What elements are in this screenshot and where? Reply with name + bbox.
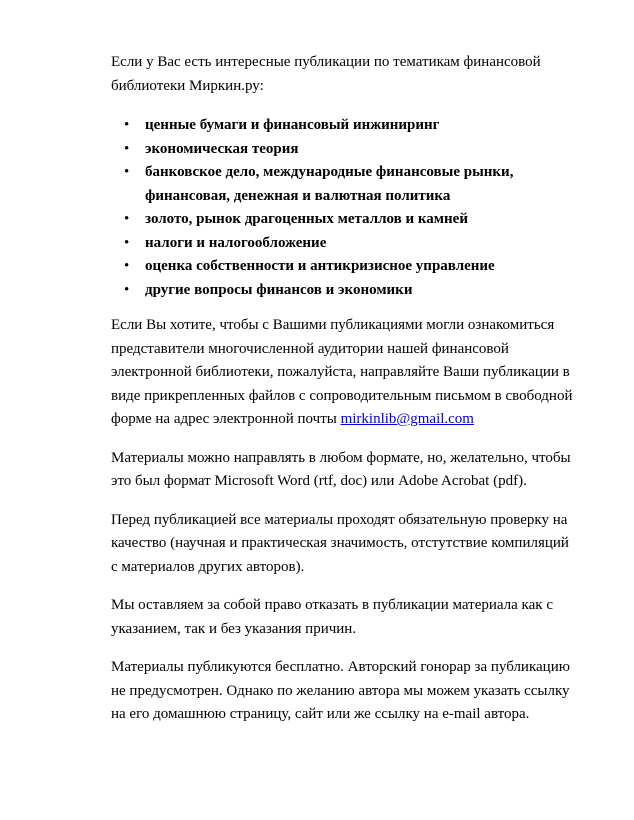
- list-item: [111, 255, 577, 279]
- email-link[interactable]: mirkinlib@gmail.com: [340, 411, 474, 427]
- bullet-icon: •: [124, 164, 130, 180]
- bullet-icon: •: [124, 234, 130, 251]
- fees-paragraph: Материалы публикуются бесплатно. Авторский гонорар за публикацию не предусмотрен. Однако по желанию автора мы можем указать ссылку на его домашнюю страницу, сайт или же ссылку на e-mail автора.: [111, 659, 570, 722]
- list-item: [111, 208, 577, 232]
- submission-paragraph: [111, 314, 577, 432]
- topic-label: налоги и налогообложение: [145, 234, 327, 251]
- formats-paragraph: Материалы можно направлять в любом формате, но, желательно, чтобы это был формат Microsoft Word (rtf, doc) или Adobe Acrobat (pdf).: [111, 449, 571, 489]
- topic-label: ценные бумаги и финансовый инжиниринг: [145, 117, 440, 133]
- list-item: [111, 279, 577, 303]
- bullet-icon: •: [124, 140, 130, 157]
- document-body: [111, 51, 577, 742]
- intro-paragraph: Если у Вас есть интересные публикации по тематикам финансовой библиотеки Миркин.ру:: [111, 54, 541, 94]
- bullet-icon: •: [124, 211, 130, 227]
- topic-label: банковское дело, международные финансовые рынки, финансовая, денежная и валютная политика: [145, 164, 514, 204]
- list-item: [111, 161, 577, 208]
- rights-paragraph: Мы оставляем за собой право отказать в публикации материала как с указанием, так и без указания причин.: [111, 597, 553, 637]
- list-item: [111, 114, 577, 138]
- list-item: [111, 232, 577, 256]
- topic-label: другие вопросы финансов и экономики: [145, 281, 413, 298]
- bullet-icon: •: [124, 258, 130, 274]
- review-paragraph: Перед публикацией все материалы проходят обязательную проверку на качество (научная и практическая значимость, отстутствие компиляций с материалов других авторов).: [111, 511, 569, 575]
- topic-label: экономическая теория: [145, 140, 299, 157]
- submission-text: Если Вы хотите, чтобы с Вашими публикациями могли ознакомиться представители многочисленной аудитории нашей финансовой электронной библиотеки, пожалуйста, направляйте Ваши публикации в виде прикрепленных файлов с сопроводительным письмом в свободной форме на адрес электронной почты: [111, 317, 573, 427]
- bullet-icon: •: [124, 281, 130, 298]
- topics-list: [111, 114, 577, 302]
- list-item: [111, 138, 577, 162]
- bullet-icon: •: [124, 117, 130, 133]
- topic-label: оценка собственности и антикризисное управление: [145, 258, 495, 274]
- topic-label: золото, рынок драгоценных металлов и камней: [145, 211, 468, 227]
